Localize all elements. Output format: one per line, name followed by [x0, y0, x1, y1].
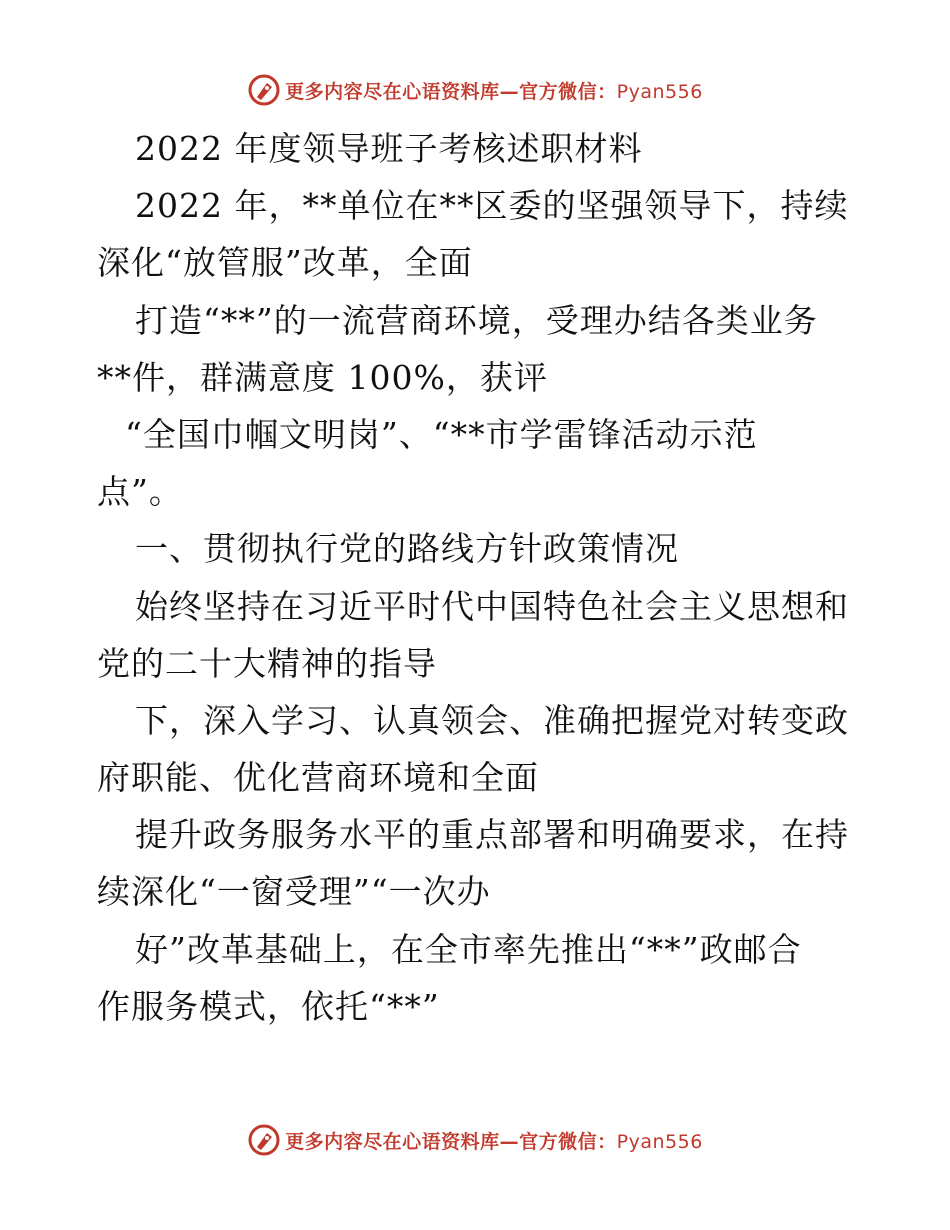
- document-body: [97, 120, 867, 1035]
- watermark-text: 更多内容尽在心语资料库—官方微信：Pyan556: [285, 1130, 703, 1153]
- paragraph-line: **件，群满意度 100%，获评: [97, 357, 548, 397]
- paragraph-line: 打造“**”的一流营商环境，受理办结各类业务: [135, 300, 818, 340]
- paragraph-line: 提升政务服务水平的重点部署和明确要求，在持: [135, 815, 849, 855]
- footer-watermark: [0, 1122, 950, 1158]
- document-title: 2022 年度领导班子考核述职材料: [135, 129, 643, 168]
- pen-nib-logo-icon: [247, 1123, 281, 1157]
- watermark-text: 更多内容尽在心语资料库—官方微信：Pyan556: [285, 80, 703, 103]
- paragraph-line: 下，深入学习、认真领会、准确把握党对转变政: [135, 700, 849, 740]
- header-watermark: [0, 72, 950, 108]
- paragraph-line: 深化“放管服”改革，全面: [97, 243, 473, 283]
- paragraph-line: 点”。: [97, 472, 183, 512]
- paragraph-line: 续深化“一窗受理”“一次办: [97, 872, 491, 912]
- section-heading: 一、贯彻执行党的路线方针政策情况: [135, 529, 679, 569]
- paragraph-line: 2022 年，**单位在**区委的坚强领导下，持续: [135, 186, 849, 226]
- paragraph-line: 作服务模式，依托“**”: [97, 986, 440, 1026]
- paragraph-line: 府职能、优化营商环境和全面: [97, 758, 539, 798]
- paragraph-line: 党的二十大精神的指导: [97, 643, 437, 683]
- paragraph-line: “全国巾帼文明岗”、“**市学雷锋活动示范: [125, 414, 758, 454]
- paragraph-line: 始终坚持在习近平时代中国特色社会主义思想和: [135, 586, 849, 626]
- paragraph-line: 好”改革基础上，在全市率先推出“**”政邮合: [135, 929, 802, 969]
- pen-nib-logo-icon: [247, 73, 281, 107]
